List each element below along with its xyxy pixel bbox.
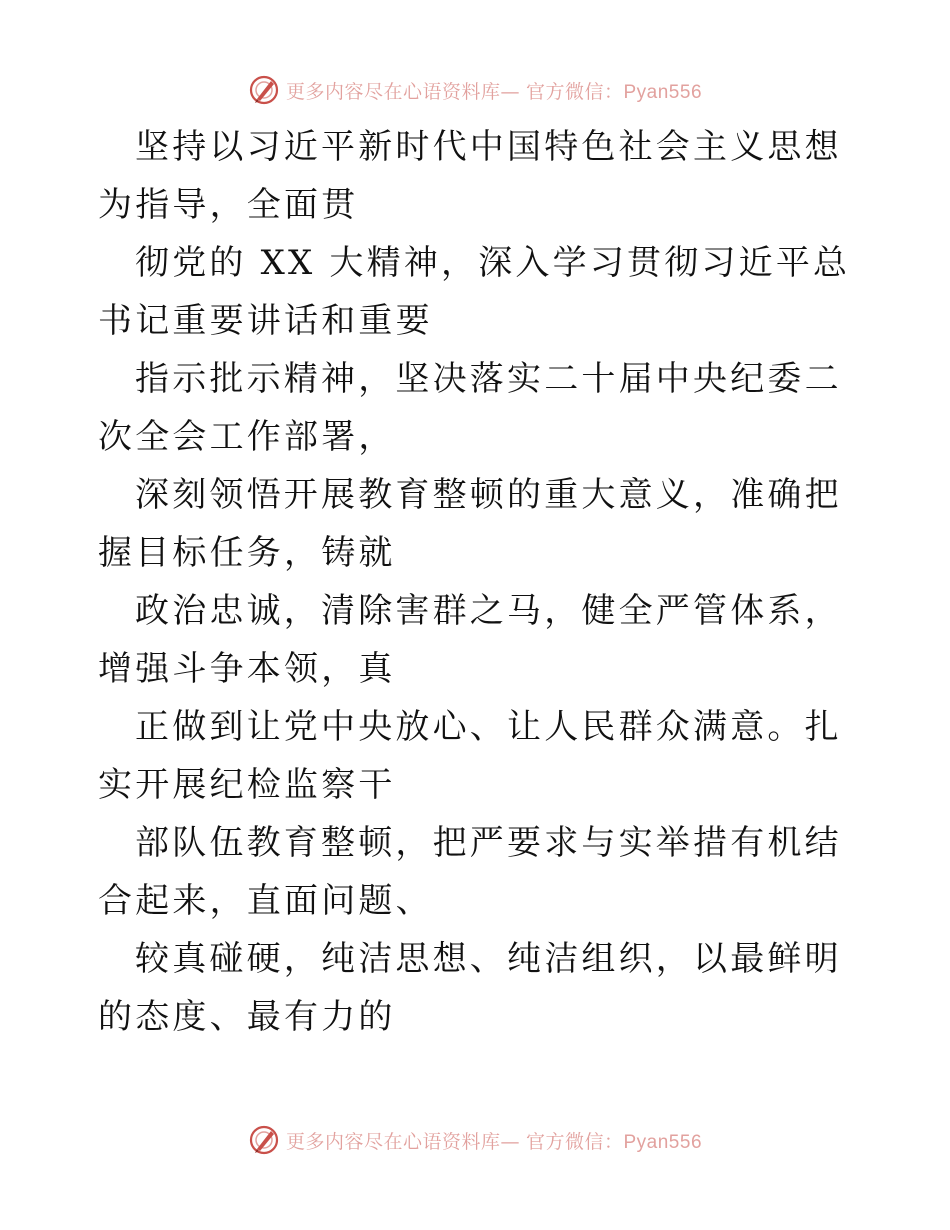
paragraph-6: 正做到让党中央放心、让人民群众满意。扎实开展纪检监察干	[98, 707, 842, 805]
watermark-wechat: 官方微信：Pyan556	[526, 1131, 703, 1153]
paragraph-8: 较真碰硬，纯洁思想、纯洁组织，以最鲜明的态度、最有力的	[98, 939, 842, 1037]
pen-logo-icon	[248, 1124, 280, 1156]
pen-logo-icon	[248, 74, 280, 106]
paragraph-2: 彻党的 XX 大精神，深入学习贯彻习近平总书记重要讲话和重要	[98, 243, 851, 341]
paragraph-5: 政治忠诚，清除害群之马，健全严管体系，增强斗争本领，真	[98, 591, 842, 689]
header-watermark	[0, 70, 950, 110]
paragraph-7: 部队伍教育整顿，把严要求与实举措有机结合起来，直面问题、	[98, 823, 842, 921]
watermark-text: 更多内容尽在心语资料库—	[285, 80, 520, 103]
watermark-wechat: 官方微信：Pyan556	[526, 81, 703, 103]
footer-watermark	[0, 1120, 950, 1160]
paragraph-1: 坚持以习近平新时代中国特色社会主义思想为指导，全面贯	[98, 127, 842, 225]
paragraph-4: 深刻领悟开展教育整顿的重大意义，准确把握目标任务，铸就	[98, 475, 842, 573]
document-body	[98, 118, 858, 1046]
watermark-text: 更多内容尽在心语资料库—	[285, 1130, 520, 1153]
paragraph-3: 指示批示精神，坚决落实二十届中央纪委二次全会工作部署，	[98, 359, 842, 457]
